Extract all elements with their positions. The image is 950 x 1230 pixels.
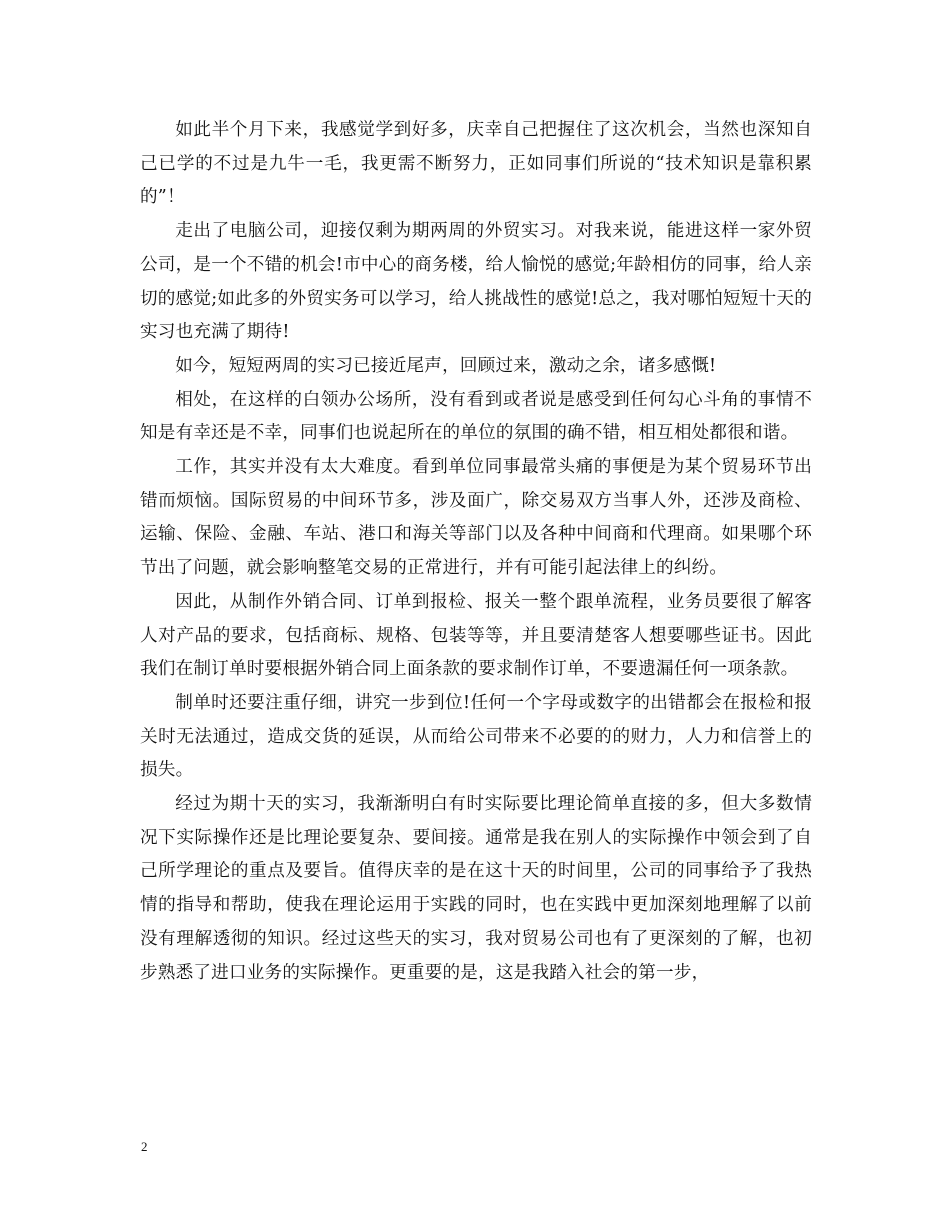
paragraph: 工作，其实并没有太大难度。看到单位同事最常头痛的事便是为某个贸易环节出错而烦恼。国际贸易的中间环节多，涉及面广，除交易双方当事人外，还涉及商检、运输、保险、金融、车站、港口和海关等部门以及各种中间商和代理商。如果哪个环节出了问题，就会影响整笔交易的正常进行，并有可能引起法律上的纠纷。 xyxy=(140,457,812,579)
paragraph: 因此，从制作外销合同、订单到报检、报关一整个跟单流程，业务员要很了解客人对产品的要求，包括商标、规格、包装等等，并且要清楚客人想要哪些证书。因此我们在制订单时要根据外销合同上面条款的要求制作订单，不要遗漏任何一项条款。 xyxy=(140,591,812,680)
page-number: 2 xyxy=(141,1139,148,1154)
paragraph: 如此半个月下来，我感觉学到好多，庆幸自己把握住了这次机会，当然也深知自己已学的不过是九牛一毛，我更需不断努力，正如同事们所说的“技术知识是靠积累的”！ xyxy=(140,120,812,208)
paragraph: 经过为期十天的实习，我渐渐明白有时实际要比理论简单直接的多，但大多数情况下实际操作还是比理论要复杂、要间接。通常是我在别人的实际操作中领会到了自己所学理论的重点及要旨。值得庆幸的是在这十天的时间里，公司的同事给予了我热情的指导和帮助，使我在理论运用于实践的同时，也在实践中更加深刻地理解了以前没有理解透彻的知识。经过这些天的实习，我对贸易公司也有了更深刻的了解，也初步熟悉了进口业务的实际操作。更重要的是，这是我踏入社会的第一步， xyxy=(140,794,812,983)
paragraph: 走出了电脑公司，迎接仅剩为期两周的外贸实习。对我来说，能进这样一家外贸公司，是一个不错的机会!市中心的商务楼，给人愉悦的感觉;年龄相仿的同事，给人亲切的感觉;如此多的外贸实务可以学习，给人挑战性的感觉!总之，我对哪怕短短十天的实习也充满了期待! xyxy=(140,221,812,343)
paragraph: 如今，短短两周的实习已接近尾声，回顾过来，激动之余，诸多感慨! xyxy=(175,355,717,376)
paragraph: 制单时还要注重仔细，讲究一步到位!任何一个字母或数字的出错都会在报检和报关时无法通过，造成交货的延误，从而给公司带来不必要的的财力，人力和信誉上的损失。 xyxy=(140,692,812,781)
document-body xyxy=(140,114,812,990)
paragraph: 相处，在这样的白领办公场所，没有看到或者说是感受到任何勾心斗角的事情不知是有幸还是不幸，同事们也说起所在的单位的氛围的确不错，相互相处都很和谐。 xyxy=(140,389,812,444)
